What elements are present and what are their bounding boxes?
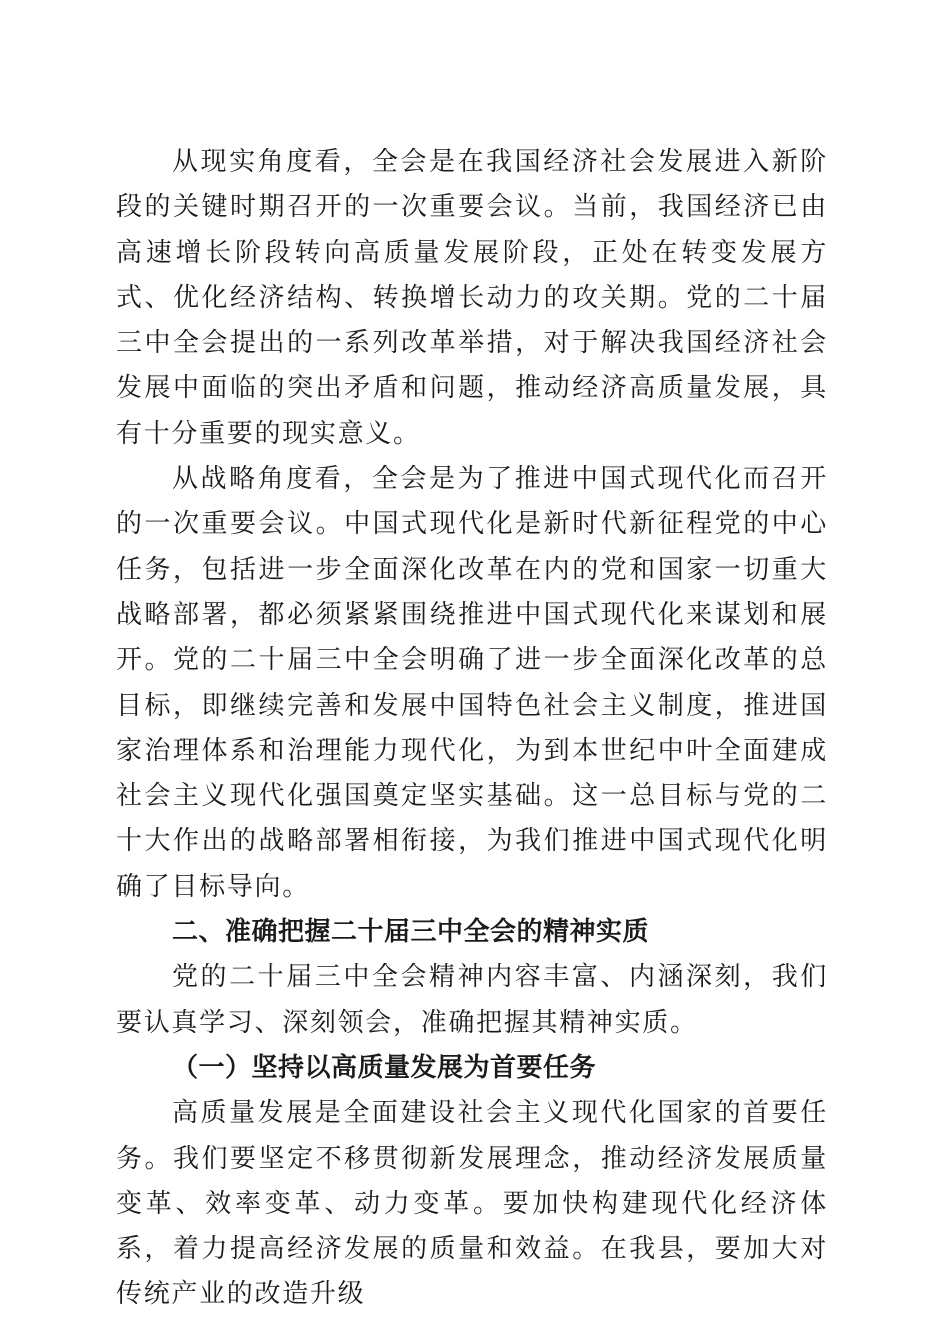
paragraph-realistic-perspective: 从现实角度看，全会是在我国经济社会发展进入新阶段的关键时期召开的一次重要会议。当前，我国经济已由高速增长阶段转向高质量发展阶段，正处在转变发展方式、优化经济结构、转换增长动力的攻关期。党的二十届三中全会提出的一系列改革举措，对于解决我国经济社会发展中面临的突出矛盾和问题，推动经济高质量发展，具有十分重要的现实意义。 [116,147,828,449]
paragraph-strategic-perspective: 从战略角度看，全会是为了推进中国式现代化而召开的一次重要会议。中国式现代化是新时代新征程党的中心任务，包括进一步全面深化改革在内的党和国家一切重大战略部署，都必须紧紧围绕推进中国式现代化来谋划和展开。党的二十届三中全会明确了进一步全面深化改革的总目标，即继续完善和发展中国特色社会主义制度，推进国家治理体系和治理能力现代化，为到本世纪中叶全面建成社会主义现代化强国奠定坚实基础。这一总目标与党的二十大作出的战略部署相衔接，为我们推进中国式现代化明确了目标导向。 [116,464,828,902]
paragraph-section-intro: 党的二十届三中全会精神内容丰富、内涵深刻，我们要认真学习、深刻领会，准确把握其精神实质。 [116,962,828,1038]
paragraph-high-quality-development: 高质量发展是全面建设社会主义现代化国家的首要任务。我们要坚定不移贯彻新发展理念，推动经济发展质量变革、效率变革、动力变革。要加快构建现代化经济体系，着力提高经济发展的质量和效益。在我县，要加大对传统产业的改造升级 [116,1098,828,1310]
subsection-heading-high-quality-development: （一）坚持以高质量发展为首要任务 [172,1052,597,1083]
document-body [116,140,828,1318]
section-heading-spirit-essence: 二、准确把握二十届三中全会的精神实质 [172,917,650,948]
